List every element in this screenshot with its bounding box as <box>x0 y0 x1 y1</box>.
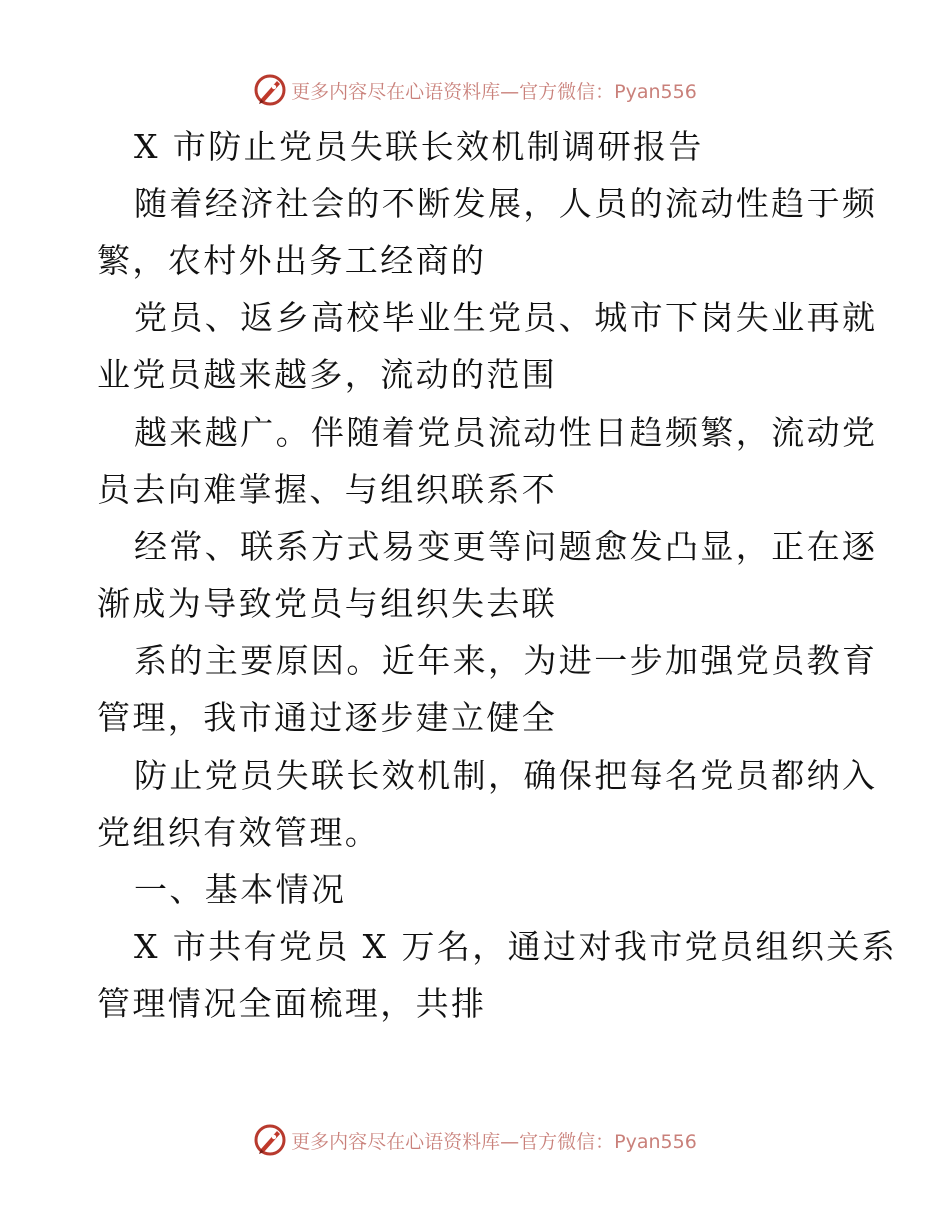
paragraph-line: 防止党员失联长效机制，确保把每名党员都纳入 <box>134 756 878 795</box>
paragraph-line: 管理，我市通过逐步建立健全 <box>97 698 558 737</box>
watermark-text: 更多内容尽在心语资料库—官方微信：Pyan556 <box>291 1130 697 1153</box>
paragraph-line: 越来越广。伴随着党员流动性日趋频繁，流动党 <box>134 413 878 452</box>
paragraph-line: 业党员越来越多，流动的范围 <box>97 355 558 394</box>
paragraph-line: 系的主要原因。近年来，为进一步加强党员教育 <box>134 641 878 680</box>
section-heading: 一、基本情况 <box>134 870 347 909</box>
watermark-banner-top <box>0 70 950 110</box>
paragraph-line: 党员、返乡高校毕业生党员、城市下岗失业再就 <box>134 298 878 337</box>
pen-logo-icon <box>253 1123 287 1157</box>
paragraph-line: 经常、联系方式易变更等问题愈发凸显，正在逐 <box>134 527 878 566</box>
document-title: X 市防止党员失联长效机制调研报告 <box>134 127 704 166</box>
paragraph-line: 随着经济社会的不断发展，人员的流动性趋于频 <box>134 184 878 223</box>
paragraph-line: 员去向难掌握、与组织联系不 <box>97 470 558 509</box>
watermark-text: 更多内容尽在心语资料库—官方微信：Pyan556 <box>291 80 697 103</box>
watermark-banner-inner <box>253 73 697 107</box>
paragraph-line: 渐成为导致党员与组织失去联 <box>97 584 558 623</box>
paragraph-line: 管理情况全面梳理，共排 <box>97 984 487 1023</box>
pen-logo-icon <box>253 73 287 107</box>
paragraph-line: X 市共有党员 X 万名，通过对我市党员组织关系 <box>134 927 898 966</box>
watermark-banner-inner <box>253 1123 697 1157</box>
paragraph-line: 繁，农村外出务工经商的 <box>97 241 487 280</box>
watermark-banner-bottom <box>0 1120 950 1160</box>
paragraph-line: 党组织有效管理。 <box>97 813 381 852</box>
